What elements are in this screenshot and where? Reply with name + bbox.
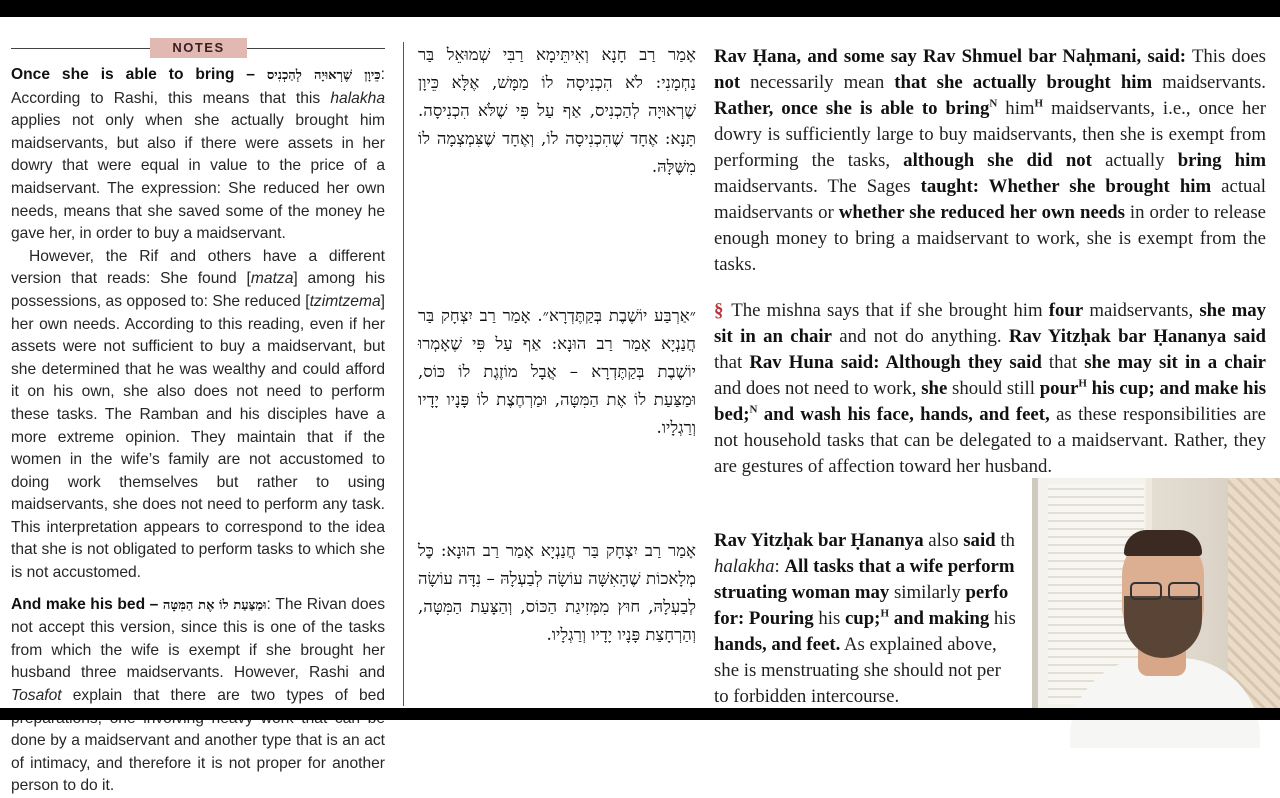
note-make-his-bed: And make his bed – וּמַצַּעַת לוֹ אֶת הַמִּטָּה: The Rivan does not accept this version, since this is one of the tasks from which the wife is exempt if she brought her husband three maidservants. However, Rashi and Tosafot explain that there are two types of bed done by a maidservant and another type that is an act of intimacy, and therefore it is not proper for another person to do it. [11,595,385,795]
notes-badge: NOTES [150,38,247,58]
bottom-letterbox [0,708,1280,720]
column-divider [403,42,404,706]
notes-column [11,38,385,795]
notes-body [11,64,385,798]
webcam-overlay [1032,478,1280,708]
hebrew-paragraph-1: אָמַר רַב חָנָא וְאִיתֵּימָא רַבִּי שְׁמוּאֵל בַּר נַחְמָנִי: לֹא הִכְנִיסָה לוֹ מַמָּשׁ, אֶלָּא כֵּיוָן שֶׁרְאוּיָה לְהַכְנִיס, אַף עַל פִּי שֶׁלֹּא הִכְנִיסָה. תָּנָא: אֶחָד שֶׁהִכְנִיסָה לוֹ, וְאֶחָד שֶׁצִּמְצְמָה לוֹ מִשֶּׁלָּהּ. [418,45,696,176]
note-lemma: Once she is able to bring – כֵּיוָן שֶׁרְאוּיָה לְהַכְנִיס [11,66,381,83]
english-paragraph-2: § The mishna says that if she brought him four maidservants, she may sit in an chair and not do anything. Rav Yitzḥak bar Ḥananya said that Rav Huna said: Although they said that she may sit in a chair and does not need to work, she should still pour$^H$ his cup; and make his bed;$^N$ and wash his face, hands, and feet, as these responsibilities are not household tasks that can be delegated to a maidservant. Rather, they are gestures of affection toward her husband. [714,300,1267,477]
note-rif-version: However, the Rif and others have a different version that reads: She found [matza] among his possessions, as opposed to: She reduced [tzimtzema] her own needs. According to this reading, even if her assets were not sufficient to buy a maidservant, but she determined that he was wealthy and could afford it on his own, she also does not need to perform these tasks. The Ramban and his disciples have a more extreme opinion. They maintain that if the women in the wife’s family are not accustomed to doing work themselves but rather to using maidservants, she does not need to perform any task. This interpretation appears to correspond to the idea that she is not obligated to perform tasks to which she is not accustomed. [11,247,385,582]
note-lemma: And make his bed – וּמַצַּעַת לוֹ אֶת הַמִּטָּה [11,595,267,613]
top-letterbox [0,0,1280,17]
curtain [1228,478,1280,708]
presenter-hair [1124,530,1202,556]
hebrew-paragraph-2: ״אַרְבַּע יוֹשֶׁבֶת בְּקַתֶּדְרָא״. אָמַר רַב יִצְחָק בַּר חֲנַנְיָא אָמַר רַב הוּנָא: אַף עַל פִּי שֶׁאָמְרוּ יוֹשֶׁבֶת בְּקַתֶּדְרָא – אֲבָל מוֹזֶגֶת לוֹ כּוֹס, וּמַצַּעַת לוֹ אֶת הַמִּטָּה, וּמַרְחֶצֶת לוֹ פָּנָיו יָדָיו וְרַגְלָיו. [418,306,696,437]
english-paragraph-3: Rav Yitzḥak bar Ḥananya also said th halakha: All tasks that a wife perform struating woman may similarly perfo for: Pouring his cup;$^H$ and making his hands, and feet. As explained above, she is menstruating she should not per to forbidden intercourse. [714,530,1016,707]
english-paragraph-1: Rav Ḥana, and some say Rav Shmuel bar Naḥmani, said: This does not necessarily mean that she actually brought him maidservants. Rather, once she is able to bring$^N$ him$^H$ maidservants, i.e., once her dowry is sufficiently large to buy maidservants, then she is exempt from performing the tasks, although she did not actually bring him maidservants. The Sages taught: Whether she brought him actual maidservants or whether she reduced her own needs in order to release enough money to bring a maidservant to work, she is exempt from the tasks. [714,46,1267,275]
hebrew-paragraph-3: אָמַר רַב יִצְחָק בַּר חֲנַנְיָא אָמַר רַב הוּנָא: כׇּל מְלָאכוֹת שֶׁהָאִשָּׁה עוֹשָׂה לְבַעְלָהּ – נִדָּה עוֹשָׂה לְבַעְלָהּ, חוּץ מִמְּזִיגַת הַכּוֹס, וְהַצָּעַת הַמִּטָּה, וְהַרְחָצַת פָּנָיו יָדָיו וְרַגְלָיו. [418,541,696,644]
presenter-glasses [1130,582,1200,598]
note-able-to-bring: Once she is able to bring – כֵּיוָן שֶׁרְאוּיָה לְהַכְנִיס: According to Rashi, this means that this halakha applies not only when she actually brought him maidservants, but also if there were assets in her dowry that were equal in value to the price of a maidservant. The expression: She reduced her own needs, means that she saved some of the money he gave her, in order to buy a maidservant. [11,66,385,243]
section-mark: § [714,300,724,321]
